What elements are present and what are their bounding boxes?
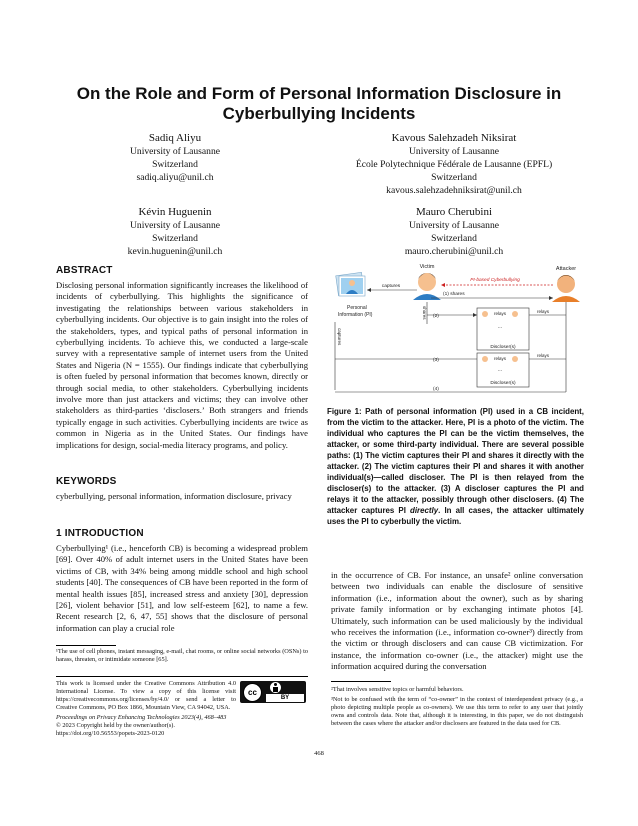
abstract-heading: ABSTRACT — [56, 265, 113, 276]
author-block-2 — [318, 131, 590, 197]
abstract-paragraph: Disclosing personal information significantly increases the likelihood of incidents of cyberbullying. This highlights the significance of investigating the relationships between various stakeholders in cyberbullying incidents. Our objective is to gain insight into the roles of the stakeholders, types, and typical paths of personal information in cyberbullying incidents. To achieve this, we conducted a large-scale survey with a representative sample of internet users from the United States and Nigeria (N = 1555). Our findings indicate that cyberbullying is often fueled by personal information that becomes known, directly or through social media, to other stakeholders. Cyberbullying incidents involve more than just attackers and victims; they can involve other stakeholders as third-parties ‘disclosers.’ Both strangers and friends typically engage in such activities. Cyberbullying incidents are twice as common in Nigeria as in the United States. Our findings have implications for design, social-media literacy programs, and policy. — [56, 280, 308, 450]
author-country: Switzerland — [431, 172, 477, 183]
relays-label-1: relays — [493, 311, 507, 316]
author-affiliation: University of Lausanne — [408, 146, 500, 157]
relays-out-label-1: relays — [537, 309, 550, 314]
victim-avatar-icon — [413, 273, 441, 300]
cc-icon: cc — [243, 683, 262, 702]
discloser-label-2: Discloser(s) — [490, 381, 516, 386]
author-email: kevin.huguenin@unil.ch — [127, 246, 223, 257]
attacker-avatar-icon — [552, 275, 580, 302]
author-affiliation-2: École Polytechnique Fédérale de Lausanne (EPFL) — [355, 159, 553, 170]
author-country: Switzerland — [431, 233, 477, 244]
license-rule — [56, 676, 308, 677]
author-block-1 — [75, 131, 275, 184]
step3-label: (3) — [433, 358, 439, 363]
introduction-text — [56, 543, 308, 634]
author-email: sadiq.aliyu@unil.ch — [136, 172, 214, 183]
paper-title: On the Role and Form of Personal Information Disclosure in Cyberbullying Incidents — [76, 84, 562, 123]
step4-label: (4) — [433, 387, 439, 392]
author-affiliation: University of Lausanne — [129, 146, 221, 157]
personal-info-label-2: Information (PI) — [338, 312, 373, 318]
author-email: mauro.cherubini@unil.ch — [404, 246, 504, 257]
author-affiliation: University of Lausanne — [408, 220, 500, 231]
relays-out-label-2: relays — [537, 353, 550, 358]
keywords-heading: KEYWORDS — [56, 476, 117, 487]
caption-emphasis: directly — [410, 506, 439, 515]
captures-top-label: captures — [381, 284, 401, 289]
victim-label: Victim — [419, 264, 435, 270]
author-name: Mauro Cherubini — [415, 206, 493, 218]
footnote-rule-right — [331, 681, 391, 682]
author-name: Sadiq Aliyu — [148, 132, 202, 144]
attacker-label: Attacker — [555, 266, 577, 272]
relays-label-2: relays — [493, 356, 507, 361]
doi-link[interactable]: https://doi.org/10.56553/popets-2023-0120 — [56, 730, 165, 737]
page-number: 468 — [314, 750, 324, 757]
author-affiliation: University of Lausanne — [129, 220, 221, 231]
figure-caption — [327, 406, 584, 527]
cc-by-badge[interactable] — [240, 681, 306, 703]
personal-info-label: Personal — [347, 305, 367, 311]
keywords-text: cyberbullying, personal information, information disclosure, privacy — [56, 491, 292, 501]
figure-1-diagram — [325, 262, 585, 397]
author-email: kavous.salehzadehniksirat@unil.ch — [386, 185, 522, 196]
right-paragraph: in the occurrence of CB. For instance, an unsafe² online conversation between two individuals can enable the disclosure of sensitive information (i.e., information about the owner), such as by sharing private family information or by exchanging intimate photos [4]. Ultimately, such information can be used maliciously by the individual who receives the information (i.e., information co-owner³) directly from the victim or through disclosers and can cause CB victimization. For instance, the information co-owner (i.e., the attacker) might use the information acquired during the conversation — [331, 570, 583, 672]
footnote-3: ³Not to be confused with the term of “co-owner” in the context of interdependent privacy (e.g., a photo depicting multiple people as co-owners). We use this term to refer to any user that jointly owns and controls data. Note that, although it is interesting, in this paper, we do not distinguish between the cases where the attacker and/or disclosers are featured in the data used for CB. — [331, 696, 583, 727]
dots-2: ... — [497, 367, 503, 373]
caption-lead: Figure 1: Path of personal information (PI) used in a CB incident, from the victim to the attacker. Here, PI is a photo of the victim. The individual who captures the PI can be the victim themselves, the attacker, or some third-party individual. There are several possible paths: (1) The victim captures their PI and shares it directly with the attacker. (2) The victim captures their PI and shares it with another individual(s)—called discloser. The PI is then relayed from the discloser(s) to the attacker. (3) A discloser captures the PI and relays it to the attacker, possibly through other disclosers. (4) The attacker captures PI — [327, 407, 584, 515]
photo-icon — [336, 272, 365, 296]
shares-vertical-label: shares — [422, 306, 427, 320]
license-text: This work is licensed under the Creative Commons Attribution 4.0 International License. To view a copy of this license visit https://creativecommons.org/licenses/by/4.0/ or send a letter to Creative Commons, PO Box 1866, Mountain View, CA 94042, USA. — [56, 680, 236, 711]
proceedings: Proceedings on Privacy Enhancing Technologies 2023(4), 468–483 — [56, 714, 227, 721]
author-name: Kévin Huguenin — [138, 206, 212, 218]
person-icon — [270, 682, 281, 693]
step2-label: (2) — [433, 314, 439, 319]
author-country: Switzerland — [152, 159, 198, 170]
pi-cb-label: PI-based Cyberbullying — [470, 278, 520, 283]
right-column-text — [331, 570, 583, 673]
author-block-3 — [75, 205, 275, 258]
step1-label: (1) shares — [443, 292, 465, 297]
dots-1: ... — [497, 324, 503, 330]
footnote-1: ¹The use of cell phones, instant messaging, e-mail, chat rooms, or online social networks (OSNs) to harass, threaten, or intimidate someone [65]. — [56, 648, 308, 663]
caption-tail: . In all cases, the attacker ultimately uses the PI to cyberbully the victim. — [327, 506, 584, 526]
author-name: Kavous Salehzadeh Niksirat — [391, 132, 517, 144]
copyright: © 2023 Copyright held by the owner/author(s). — [56, 722, 175, 729]
captures-vertical-label: captures — [337, 328, 342, 346]
author-country: Switzerland — [152, 233, 198, 244]
introduction-paragraph: Cyberbullying¹ (i.e., henceforth CB) is becoming a widespread problem [69]. Over 40% of adult internet users in the United States have been victims of CB, with 34% being among middle school and high school students [40]. The consequences of CB have been reported in the form of mental health issues [85], increased stress and anxiety [30], depression [26], violent behavior [51], and low self-esteem [62], to name a few. Recent research [2, 6, 47, 55] shows that the disclosure of personal information can play a crucial role — [56, 543, 308, 633]
footnote-rule — [56, 645, 116, 646]
author-block-4 — [354, 205, 554, 258]
by-label: BY — [266, 694, 304, 702]
introduction-heading: 1 INTRODUCTION — [56, 528, 144, 539]
footnote-2: ²That involves sensitive topics or harmful behaviors. — [331, 686, 464, 693]
abstract-text — [56, 280, 308, 451]
discloser-label-1: Discloser(s) — [490, 345, 516, 350]
